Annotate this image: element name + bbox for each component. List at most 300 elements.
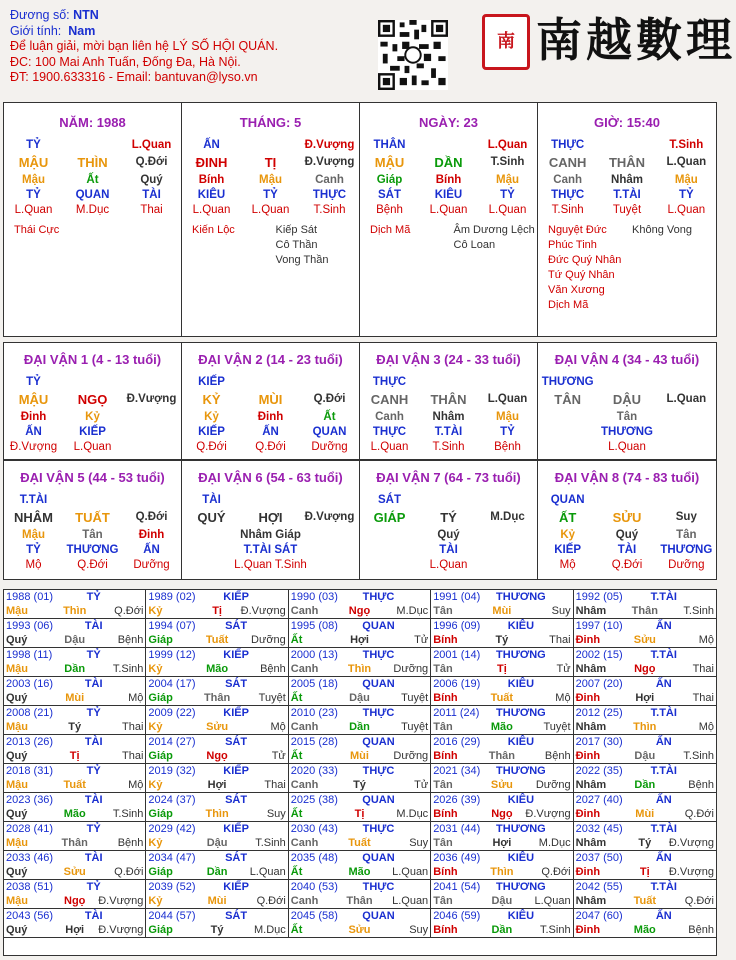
year-phase: Q.Đới: [684, 895, 714, 907]
year-cell: [146, 851, 288, 880]
year-top: [148, 707, 285, 720]
year-stem: Tân: [433, 721, 453, 733]
year-label: 2021 (34): [433, 765, 481, 777]
year-label: 2012 (25): [575, 707, 623, 719]
pillar-row: [360, 187, 537, 202]
value-cell: NHÂM: [14, 509, 53, 525]
year-top: [148, 591, 285, 604]
value-cell: THÌN: [77, 154, 108, 170]
pillar-row: [4, 187, 181, 202]
year-stem: Giáp: [148, 808, 173, 820]
year-bottom: [6, 604, 143, 618]
value-cell: Canh: [375, 410, 404, 423]
year-stem: Giáp: [148, 924, 173, 936]
value-cell: SỬU: [612, 509, 642, 525]
star-item: Văn Xương: [548, 284, 605, 296]
year-star: SÁT: [225, 678, 248, 690]
year-cell: [146, 677, 288, 706]
year-bottom: [6, 778, 143, 792]
year-stem: Canh: [290, 837, 319, 849]
pillar-row: [360, 137, 537, 152]
year-bottom: [148, 633, 285, 647]
year-label: 2035 (48): [290, 852, 338, 864]
year-stem: Quý: [6, 924, 28, 936]
year-branch: Dậu: [491, 895, 513, 907]
year-top: [576, 678, 714, 691]
value-cell: Dưỡng: [133, 558, 170, 571]
value-cell: TỶ: [26, 375, 41, 388]
year-star: QUAN: [362, 852, 395, 864]
star-item: Thái Cực: [14, 224, 60, 236]
dai-van-2: [182, 343, 360, 459]
dv-row: [182, 557, 359, 572]
year-top: [148, 881, 285, 894]
dv-row: [4, 507, 181, 527]
year-cell: [4, 619, 146, 648]
year-bottom: [576, 836, 714, 850]
year-cell: [289, 619, 431, 648]
value-cell: Đinh: [257, 410, 284, 423]
value-cell: TỶ: [678, 188, 694, 201]
year-phase: Bệnh: [544, 750, 571, 762]
year-bottom: [433, 923, 570, 937]
value-cell: Mậu: [496, 173, 519, 186]
year-cell: [289, 793, 431, 822]
value-cell: CANH: [548, 154, 587, 170]
year-top: [6, 823, 143, 836]
year-top: [576, 765, 714, 778]
year-cell: [289, 735, 431, 764]
year-phase: Tử: [271, 750, 286, 762]
value-cell: THƯƠNG: [660, 543, 713, 556]
year-phase: Đ.Vượng: [98, 895, 144, 907]
value-cell: Canh: [553, 173, 583, 186]
dv-row: [538, 424, 716, 439]
year-phase: Dưỡng: [393, 663, 429, 675]
value-cell: L.Quan: [251, 203, 290, 216]
value-cell: Q.Đới: [611, 558, 643, 571]
year-stem: Bính: [433, 692, 458, 704]
stars-right: [454, 223, 538, 253]
year-star: TÀI: [84, 794, 103, 806]
year-phase: Dưỡng: [251, 634, 286, 646]
year-stem: Mậu: [6, 837, 28, 849]
year-top: [576, 794, 714, 807]
contact-line: Để luận giải, mời bạn liên hệ LÝ SỐ HỘI QUÁN.: [10, 39, 279, 53]
year-star: KIẾP: [223, 649, 249, 661]
year-branch: Sửu: [490, 779, 513, 791]
dv-row: [538, 389, 716, 409]
year-branch: Tý: [353, 779, 366, 791]
year-stem: Đinh: [575, 866, 601, 878]
year-bottom: [291, 604, 428, 618]
dai-van-1: [4, 343, 182, 459]
year-branch: Tý: [210, 924, 224, 936]
year-bottom: [433, 865, 570, 879]
year-phase: Suy: [551, 605, 571, 617]
year-branch: Hợi: [635, 692, 655, 704]
year-top: [291, 591, 428, 604]
year-top: [148, 620, 285, 633]
year-phase: Q.Đới: [114, 866, 144, 878]
year-bottom: [6, 691, 143, 705]
year-bottom: [148, 720, 285, 734]
year-top: [148, 794, 285, 807]
seal-stamp: 南: [482, 14, 530, 70]
stars-right: [276, 223, 360, 268]
star-item: Đức Quý Nhân: [548, 254, 622, 266]
year-label: 2041 (54): [433, 881, 481, 893]
value-cell: Đ.Vượng: [126, 393, 177, 405]
year-label: 2028 (41): [6, 823, 54, 835]
value-cell: ĐINH: [195, 154, 228, 170]
value-cell: Nhâm: [432, 410, 465, 423]
year-branch: Dậu: [64, 634, 86, 646]
year-label: 1996 (09): [433, 620, 481, 632]
year-bottom: [576, 662, 714, 676]
dai-van-title: ĐẠI VẬN 8 (74 - 83 tuổi): [554, 470, 700, 485]
pillar-row: [538, 172, 716, 187]
year-top: [576, 881, 714, 894]
year-phase: Suy: [409, 924, 429, 936]
year-branch: Thìn: [633, 721, 657, 733]
year-cell: [574, 619, 716, 648]
year-branch: Sửu: [206, 721, 229, 733]
year-branch: Thìn: [347, 663, 372, 675]
year-top: [291, 707, 428, 720]
year-branch: Ngọ: [634, 663, 656, 675]
value-cell: T.Sinh: [551, 203, 584, 216]
year-star: ẤN: [655, 910, 672, 922]
year-cell: [146, 793, 288, 822]
year-top: [291, 765, 428, 778]
value-cell: Suy: [675, 511, 697, 523]
pillar-row: [4, 172, 181, 187]
year-label: 2046 (59): [433, 910, 481, 922]
year-stem: Ất: [290, 634, 303, 646]
dai-van-6: [182, 461, 360, 579]
star-item: Tứ Quý Nhân: [548, 269, 615, 281]
year-label: 2017 (30): [575, 736, 623, 748]
year-label: 2004 (17): [148, 678, 196, 690]
pillar-row: [538, 187, 716, 202]
year-top: [576, 649, 714, 662]
year-star: KIÊU: [507, 620, 535, 632]
value-cell: L.Quan T.Sinh: [234, 558, 307, 571]
year-stem: Tân: [433, 837, 453, 849]
year-stem: Canh: [290, 721, 319, 733]
year-stem: Canh: [290, 895, 319, 907]
stars-left: [192, 223, 276, 268]
year-star: QUAN: [362, 620, 395, 632]
year-cell: [146, 590, 288, 619]
value-cell: Tân: [616, 410, 638, 423]
year-cell: [574, 677, 716, 706]
dai-van-title: ĐẠI VẬN 4 (34 - 43 tuổi): [554, 352, 700, 367]
year-star: QUAN: [362, 736, 395, 748]
value-cell: M.Dục: [75, 203, 110, 216]
year-star: QUAN: [362, 910, 395, 922]
value-cell: ẤN: [143, 543, 160, 556]
year-star: T.TÀI: [650, 823, 677, 835]
year-top: [148, 852, 285, 865]
value-cell: Đ.Vượng: [304, 138, 355, 151]
value-cell: QUAN: [550, 493, 585, 506]
year-cell: [289, 880, 431, 909]
dv-row: [360, 374, 537, 389]
year-branch: Tuất: [205, 634, 229, 646]
year-star: THỰC: [362, 823, 395, 835]
year-star: KIÊU: [507, 910, 535, 922]
dv-row: [360, 439, 537, 454]
year-bottom: [576, 865, 714, 879]
dv-row: [538, 507, 716, 527]
star-item: Dịch Mã: [548, 299, 589, 311]
year-branch: Tị: [212, 605, 222, 617]
year-bottom: [576, 894, 714, 908]
value-cell: L.Quan: [666, 156, 707, 168]
year-cell: [431, 735, 573, 764]
value-cell: CANH: [370, 391, 409, 407]
year-star: THỰC: [362, 591, 395, 603]
year-bottom: [6, 923, 143, 937]
star-item: Âm Dương Lệch: [453, 224, 535, 236]
year-branch: Mão: [206, 663, 229, 675]
year-star: TÀI: [84, 910, 103, 922]
value-cell: L.Quan: [667, 203, 706, 216]
year-bottom: [576, 749, 714, 763]
dv-row: [182, 409, 359, 424]
stars-area: [4, 223, 181, 238]
year-top: [148, 736, 285, 749]
value-cell: Q.Đới: [196, 440, 227, 453]
value-cell: L.Quan: [488, 203, 527, 216]
year-label: 2044 (57): [148, 910, 196, 922]
year-phase: Tuyệt: [401, 721, 429, 733]
value-cell: TỶ: [26, 543, 41, 556]
dv-row: [4, 389, 181, 409]
year-phase: T.Sinh: [540, 924, 571, 936]
year-label: 1989 (02): [148, 591, 196, 603]
year-bottom: [148, 865, 285, 879]
year-label: 2025 (38): [290, 794, 338, 806]
star-item: Kiến Lộc: [192, 224, 235, 236]
value-cell: Đ.Vượng: [304, 511, 355, 523]
year-bottom: [148, 662, 285, 676]
value-cell: T.Sinh: [432, 440, 465, 453]
year-cell: [289, 822, 431, 851]
year-bottom: [433, 778, 570, 792]
year-bottom: [433, 807, 570, 821]
year-star: ẤN: [655, 620, 672, 632]
year-phase: Thai: [121, 750, 144, 762]
gender-value: Nam: [68, 23, 96, 38]
year-cell: [289, 706, 431, 735]
year-branch: Hợi: [492, 837, 512, 849]
year-stem: Nhâm: [575, 895, 607, 907]
year-star: KIẾP: [223, 707, 249, 719]
value-cell: T.Sinh: [313, 203, 346, 216]
year-top: [6, 794, 143, 807]
year-label: 2033 (46): [6, 852, 54, 864]
year-label: 2039 (52): [148, 881, 196, 893]
year-branch: Tuất: [490, 692, 514, 704]
year-branch: Ngọ: [206, 750, 228, 762]
year-branch: Dần: [206, 866, 228, 878]
year-phase: Bệnh: [117, 634, 144, 646]
value-cell: THÂN: [430, 391, 467, 407]
year-label: 1994 (07): [148, 620, 196, 632]
year-cell: [4, 735, 146, 764]
year-label: 2002 (15): [575, 649, 623, 661]
year-phase: Bệnh: [260, 663, 286, 675]
year-stem: Bính: [433, 808, 458, 820]
year-label: 1995 (08): [290, 620, 338, 632]
pillar-row: [182, 172, 359, 187]
year-phase: Tử: [414, 779, 429, 791]
year-star: TỶ: [86, 707, 101, 719]
year-phase: T.Sinh: [683, 750, 714, 762]
dv-row: [182, 542, 359, 557]
year-stem: Mậu: [6, 605, 28, 617]
year-stem: Canh: [290, 663, 319, 675]
value-cell: Nhâm Giáp: [240, 528, 301, 541]
star-item: Không Vong: [632, 224, 692, 236]
value-cell: Mộ: [559, 558, 576, 571]
year-stem: Kỷ: [148, 721, 163, 733]
year-branch: Hợi: [350, 634, 369, 646]
value-cell: L.Quan: [666, 393, 707, 405]
year-bottom: [291, 749, 428, 763]
pillar-row: [182, 187, 359, 202]
dv-row: [538, 492, 716, 507]
dai-van-title: ĐẠI VẬN 2 (14 - 23 tuổi): [198, 352, 343, 367]
year-branch: Thìn: [205, 808, 229, 820]
dv-row: [538, 374, 716, 389]
value-cell: THỰC: [372, 375, 407, 388]
year-phase: Suy: [266, 808, 286, 820]
pillar-row: [182, 152, 359, 172]
year-label: 2018 (31): [6, 765, 54, 777]
value-cell: SÁT: [378, 493, 401, 506]
value-cell: L.Quan: [370, 440, 409, 453]
year-cell: [431, 619, 573, 648]
year-label: 1992 (05): [575, 591, 623, 603]
value-cell: L.Quan: [608, 440, 646, 453]
year-star: SÁT: [225, 910, 248, 922]
year-cell: [289, 677, 431, 706]
year-cell: [431, 880, 573, 909]
year-top: [291, 794, 428, 807]
value-cell: Kỷ: [560, 528, 576, 541]
year-branch: Mão: [490, 721, 513, 733]
pillar-title: THÁNG: 5: [239, 115, 302, 130]
pillar-2: [182, 103, 360, 336]
year-cell: [574, 851, 716, 880]
year-stem: Nhâm: [575, 779, 607, 791]
year-cell: [289, 648, 431, 677]
year-star: TÀI: [84, 620, 103, 632]
year-cell: [431, 822, 573, 851]
qr-code-icon: [378, 20, 448, 90]
value-cell: Bính: [198, 173, 225, 186]
dai-van-row-2: [3, 460, 717, 580]
value-cell: L.Quan: [73, 440, 112, 453]
value-cell: Đ.Vượng: [304, 156, 355, 168]
year-star: TỶ: [86, 649, 101, 661]
year-cell: [4, 590, 146, 619]
star-item: Nguyệt Đức: [548, 224, 607, 236]
year-branch: Dần: [64, 663, 86, 675]
value-cell: Q.Đới: [135, 156, 168, 168]
year-branch: Tị: [496, 663, 507, 675]
year-branch: Mão: [63, 808, 86, 820]
year-top: [6, 910, 143, 923]
year-star: T.TÀI: [650, 707, 677, 719]
year-star: TÀI: [84, 736, 103, 748]
pillar-row: [360, 202, 537, 217]
year-bottom: [576, 720, 714, 734]
value-cell: TÀI: [617, 543, 637, 556]
year-cell: [146, 619, 288, 648]
value-cell: TÂN: [554, 391, 582, 407]
pillar-row: [182, 202, 359, 217]
year-bottom: [6, 894, 143, 908]
value-cell: ẤT: [558, 509, 577, 525]
pillar-3: [360, 103, 538, 336]
year-label: 2029 (42): [148, 823, 196, 835]
year-branch: Ngọ: [64, 895, 86, 907]
star-item: Dịch Mã: [370, 224, 411, 236]
year-phase: Thai: [121, 721, 144, 733]
star-item: Cô Thần: [275, 239, 318, 251]
year-star: TÀI: [84, 678, 103, 690]
year-phase: Mộ: [128, 692, 144, 704]
year-bottom: [576, 778, 714, 792]
year-branch: Tuất: [348, 837, 371, 849]
year-stem: Quý: [6, 866, 28, 878]
year-cell: [431, 764, 573, 793]
year-phase: M.Dục: [396, 605, 429, 617]
dv-row: [4, 542, 181, 557]
dai-van-title: ĐẠI VẬN 3 (24 - 33 tuổi): [376, 352, 521, 367]
year-top: [6, 620, 143, 633]
year-bottom: [433, 662, 570, 676]
year-stem: Kỷ: [148, 895, 163, 907]
dv-row: [182, 424, 359, 439]
year-branch: Dậu: [206, 837, 228, 849]
value-cell: TỶ: [500, 425, 515, 438]
value-cell: TỶ: [263, 188, 278, 201]
value-cell: TỶ: [26, 188, 41, 201]
year-cell: [431, 851, 573, 880]
gender-label: Giới tính:: [10, 23, 62, 38]
four-pillars: [3, 102, 717, 337]
year-label: 2005 (18): [290, 678, 338, 690]
year-stem: Nhâm: [575, 837, 607, 849]
dai-van-title: ĐẠI VẬN 6 (54 - 63 tuổi): [198, 470, 343, 485]
year-top: [576, 620, 714, 633]
value-cell: HỢI: [258, 509, 283, 525]
year-star: THƯƠNG: [496, 823, 546, 835]
value-cell: Q.Đới: [255, 440, 286, 453]
year-label: 1988 (01): [6, 591, 54, 603]
year-phase: Suy: [409, 837, 429, 849]
year-stem: Giáp: [148, 750, 173, 762]
year-phase: L.Quan: [534, 895, 571, 907]
year-stem: Ất: [290, 866, 303, 878]
year-label: 2015 (28): [290, 736, 338, 748]
